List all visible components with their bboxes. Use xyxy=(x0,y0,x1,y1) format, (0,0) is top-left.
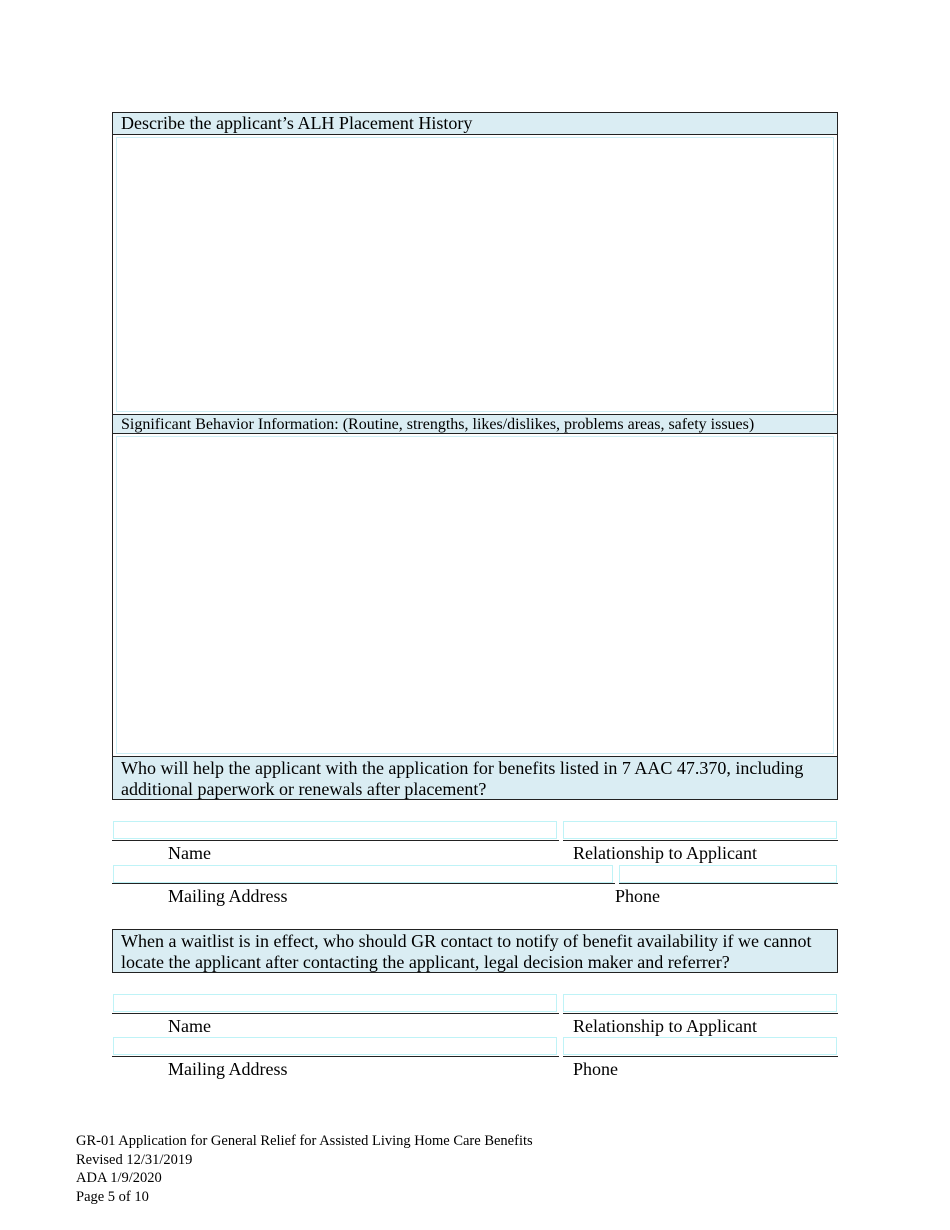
behavior-info-textarea[interactable] xyxy=(116,436,834,754)
waitlist-relationship-underline xyxy=(563,1013,838,1014)
helper-phone-underline xyxy=(619,883,838,884)
footer-page-number: Page 5 of 10 xyxy=(76,1188,149,1205)
waitlist-phone-input[interactable] xyxy=(563,1037,837,1055)
helper-phone-label: Phone xyxy=(615,886,660,906)
helper-name-underline xyxy=(112,840,559,841)
helper-relationship-label: Relationship to Applicant xyxy=(573,843,757,863)
footer-revised: Revised 12/31/2019 xyxy=(76,1151,193,1168)
helper-name-input[interactable] xyxy=(113,821,557,839)
page-footer xyxy=(76,1132,533,1206)
waitlist-phone-label: Phone xyxy=(573,1059,618,1079)
placement-history-textarea[interactable] xyxy=(116,137,834,412)
waitlist-question-header xyxy=(112,929,838,973)
placement-history-area xyxy=(112,135,838,414)
waitlist-address-underline xyxy=(112,1056,559,1057)
helper-phone-input[interactable] xyxy=(619,865,837,883)
waitlist-name-label: Name xyxy=(168,1016,211,1036)
footer-form-title: GR-01 Application for General Relief for Assisted Living Home Care Benefits xyxy=(76,1133,533,1149)
helper-question-text: Who will help the applicant with the application for benefits listed in 7 AAC 47.370, including additional paperwork or renewals after placement? xyxy=(121,758,804,799)
waitlist-question-text: When a waitlist is in effect, who should GR contact to notify of benefit availability if we cannot locate the applicant after contacting the applicant, legal decision maker and referrer? xyxy=(121,931,812,972)
behavior-info-area xyxy=(112,434,838,756)
waitlist-name-underline xyxy=(112,1013,559,1014)
waitlist-address-input[interactable] xyxy=(113,1037,557,1055)
helper-relationship-input[interactable] xyxy=(563,821,837,839)
placement-history-header xyxy=(112,112,838,135)
behavior-info-header xyxy=(112,414,838,434)
waitlist-address-label: Mailing Address xyxy=(168,1059,288,1079)
footer-ada: ADA 1/9/2020 xyxy=(76,1170,162,1186)
waitlist-name-input[interactable] xyxy=(113,994,557,1012)
helper-relationship-underline xyxy=(563,840,838,841)
placement-history-label: Describe the applicant’s ALH Placement History xyxy=(121,113,473,133)
helper-address-input[interactable] xyxy=(113,865,613,883)
waitlist-relationship-input[interactable] xyxy=(563,994,837,1012)
waitlist-relationship-label: Relationship to Applicant xyxy=(573,1016,757,1036)
helper-name-label: Name xyxy=(168,843,211,863)
helper-address-underline xyxy=(112,883,615,884)
helper-address-label: Mailing Address xyxy=(168,886,288,906)
waitlist-phone-underline xyxy=(563,1056,838,1057)
helper-question-header xyxy=(112,756,838,800)
behavior-info-label: Significant Behavior Information: (Routine, strengths, likes/dislikes, problems areas, safety issues) xyxy=(121,416,755,433)
